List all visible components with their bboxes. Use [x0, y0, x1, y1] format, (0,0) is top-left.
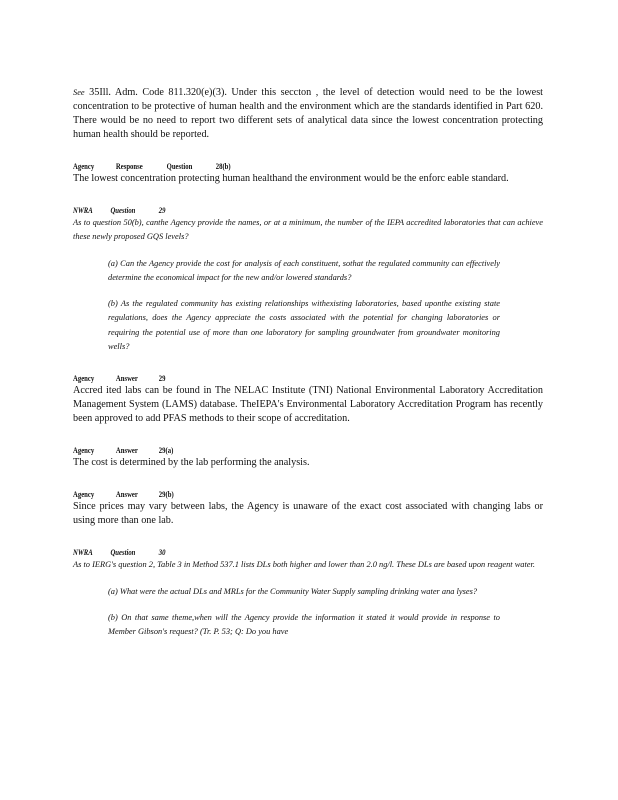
header-word: Question	[166, 161, 193, 171]
section-header	[73, 488, 440, 500]
section-nwra-question-30	[73, 546, 543, 639]
header-word: NWRA	[73, 205, 93, 215]
section-header	[73, 160, 440, 172]
header-word: Response	[115, 161, 143, 171]
sub-question-a: (a) Can the Agency provide the cost for analysis of each constituent, sothat the regulated community can effectively determine the economical impact for the new and/or lowered standards?	[108, 258, 500, 282]
header-word: NWRA	[73, 547, 93, 558]
question-text: As to question 50(b), canthe Agency provide the names, or at a minimum, the number of the IEPA accredited laboratories that can achieve these newly proposed GQS levels?	[73, 218, 543, 242]
answer-text: The cost is determined by the lab performing the analysis.	[73, 457, 310, 469]
header-word: 29	[158, 205, 166, 215]
header-word: Agency	[73, 489, 95, 500]
sub-question-a: (a) What were the actual DLs and MRLs for the Community Water Supply sampling drinking water ana lyses?	[108, 586, 478, 596]
intro-text: 35Ill. Adm. Code 811.320(e)(3). Under this seccton , the level of detection would need to be the lowest concentration to be protective of human health and the environment which are the standards identified in Part 620. There would be no need to report two different sets of analytical data since the lowest concentration protecting human health should be reported.	[73, 87, 543, 140]
question-text: As to IERG's question 2, Table 3 in Method 537.1 lists DLs both higher and lower than 2.0 ng/l. These DLs are based upon reagent water.	[73, 560, 535, 570]
intro-prefix: See	[73, 88, 85, 97]
section-agency-answer-29	[73, 372, 543, 426]
section-agency-response-28b	[73, 160, 543, 186]
section-header	[73, 546, 440, 558]
header-word: 29(b)	[158, 489, 174, 500]
header-word: Answer	[115, 445, 138, 456]
section-header	[73, 372, 440, 384]
answer-text: Since prices may vary between labs, the Agency is unaware of the exact cost associated with changing labs or using more than one lab.	[73, 501, 543, 527]
section-agency-answer-29b	[73, 488, 543, 528]
section-header	[73, 444, 440, 456]
sub-question-b: (b) As the regulated community has existing relationships withexisting laboratories, based uponthe existing state regulations, does the Agency appreciate the costs associated with the potential for changing laboratories or requiring the potential use of more than one laboratory for sampling groundwater from groundwater monitoring wells?	[108, 299, 500, 352]
header-word: Agency	[73, 373, 95, 384]
header-word: Agency	[73, 161, 95, 171]
header-word: Agency	[73, 445, 95, 456]
header-word: Answer	[115, 373, 138, 384]
intro-paragraph	[73, 86, 543, 142]
header-word: Question	[110, 547, 136, 558]
answer-text: The lowest concentration protecting human healthand the environment would be the enforc eable standard.	[73, 173, 509, 184]
answer-text: Accred ited labs can be found in The NELAC Institute (TNI) National Environmental Laboratory Accreditation Management System (LAMS) database. TheIEPA's Environmental Laboratory Accreditation Program has recently been approved to add PFAS methods to their scope of accreditation.	[73, 385, 543, 425]
document-page	[73, 86, 543, 640]
sub-question-b: (b) On that same theme,when will the Agency provide the information it stated it would provide in response to Member Gibson's request? (Tr. P. 53; Q: Do you have	[108, 612, 500, 637]
header-word: 29(a)	[158, 445, 174, 456]
header-word: 30	[158, 547, 166, 558]
section-nwra-question-29	[73, 204, 543, 354]
header-word: 28(b)	[215, 161, 231, 171]
header-word: Question	[110, 205, 136, 215]
section-header	[73, 204, 440, 216]
header-word: 29	[158, 373, 166, 384]
section-agency-answer-29a	[73, 444, 543, 470]
header-word: Answer	[115, 489, 138, 500]
